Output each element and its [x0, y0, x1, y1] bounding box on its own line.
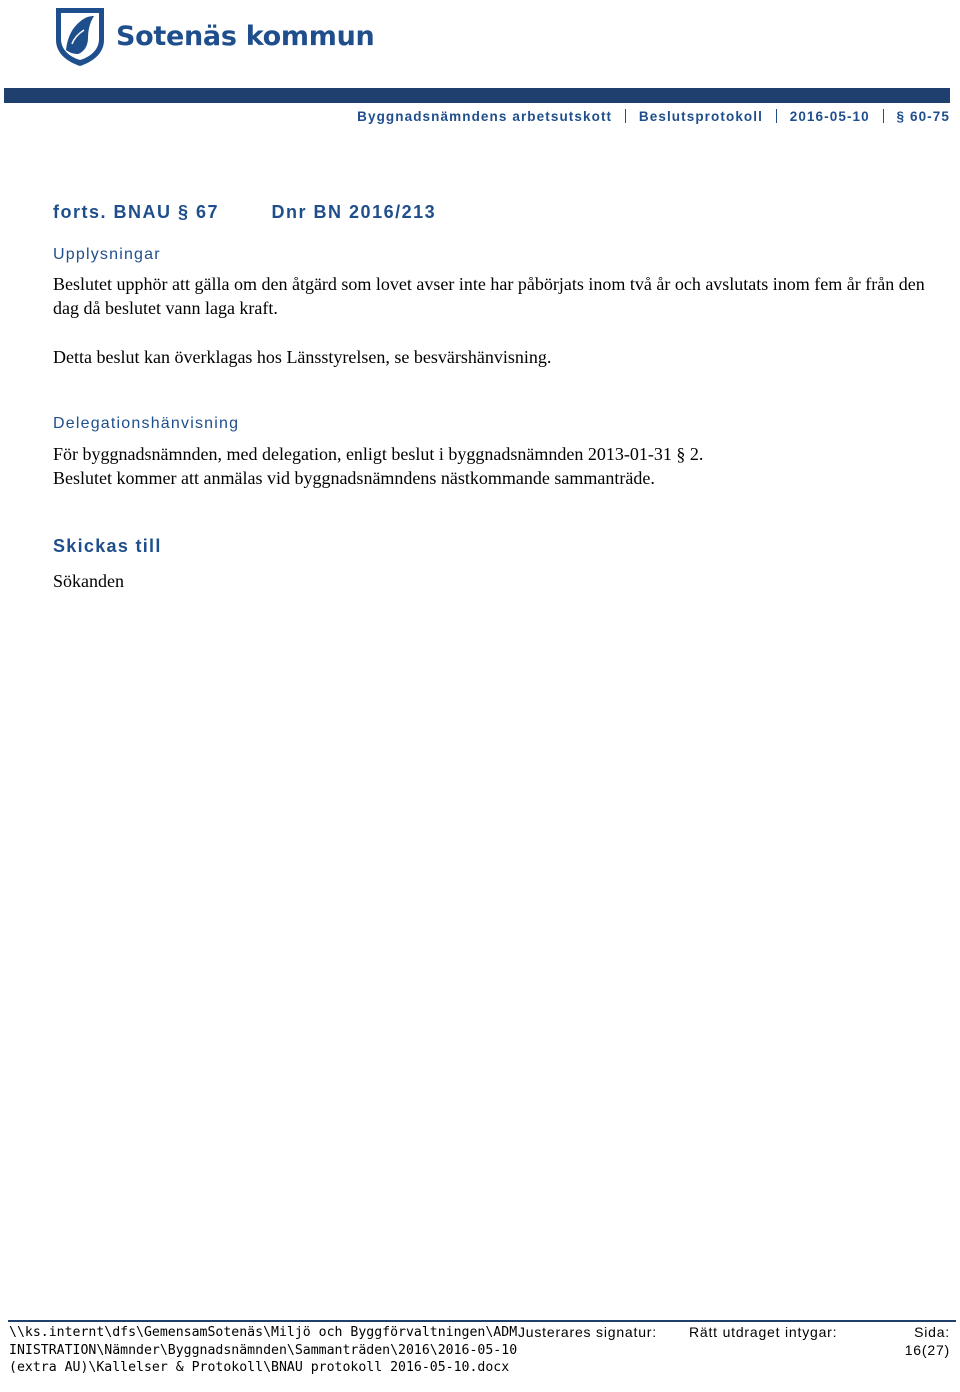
delegation-heading: Delegationshänvisning	[53, 415, 240, 432]
upplysningar-heading: Upplysningar	[53, 246, 161, 263]
file-path: \\ks.internt\dfs\GemensamSotenäs\Miljö och Byggförvaltningen\ADMINISTRATION\Nämnder\Byggnadsnämnden\Sammanträden\2016\2016-05-10 (extra AU)\Kallelser & Protokoll\BNAU protokoll 2016-05-10.docx	[9, 1325, 518, 1375]
committee-name: Byggnadsnämndens arbetsutskott	[357, 109, 613, 124]
signature-label: Justerares signatur:	[518, 1324, 657, 1340]
dnr-number: Dnr BN 2016/213	[271, 202, 437, 222]
meeting-date: 2016-05-10	[789, 109, 870, 124]
upplysningar-text: Beslutet upphör att gälla om den åtgärd som lovet avser inte har påbörjats inom två år och avslutats inom fem år från den dag då beslutet vann laga kraft.	[53, 274, 925, 318]
header-separator	[625, 109, 626, 123]
header-separator	[776, 109, 777, 123]
footer-rule	[8, 1320, 956, 1322]
certified-label: Rätt utdraget intygar:	[689, 1324, 838, 1340]
section-range: § 60-75	[896, 109, 950, 124]
page-info	[905, 1324, 950, 1359]
page-number: 16(27)	[904, 1341, 950, 1358]
report-text: Beslutet kommer att anmälas vid byggnadsnämndens nästkommande sammanträde.	[53, 468, 655, 488]
recipient: Sökanden	[53, 571, 124, 591]
delegation-text: För byggnadsnämnden, med delegation, enligt beslut i byggnadsnämnden 2013-01-31 § 2.	[53, 444, 704, 464]
document-type: Beslutsprotokoll	[638, 109, 763, 124]
header-separator	[883, 109, 884, 123]
case-title	[53, 202, 436, 223]
logo	[52, 4, 374, 68]
crest-icon	[52, 4, 108, 68]
header-bar	[4, 88, 950, 103]
page-label: Sida:	[914, 1324, 950, 1340]
skickas-heading: Skickas till	[53, 536, 162, 556]
appeal-text: Detta beslut kan överklagas hos Länsstyrelsen, se besvärshänvisning.	[53, 347, 552, 367]
case-number: forts. BNAU § 67	[53, 202, 220, 222]
protocol-header	[357, 109, 950, 124]
logo-name: Sotenäs kommun	[116, 20, 375, 52]
